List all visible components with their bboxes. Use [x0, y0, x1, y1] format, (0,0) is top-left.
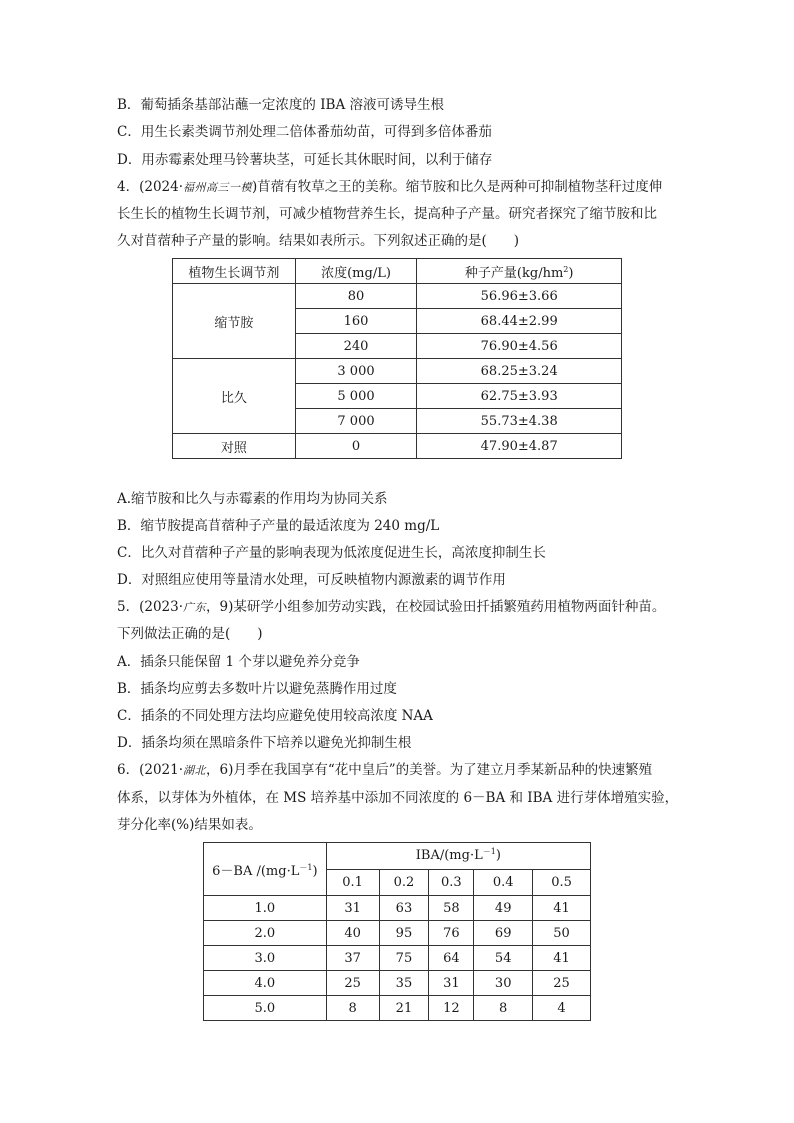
- q3-option-b: B．葡萄插条基部沾蘸一定浓度的 IBA 溶液可诱导生根: [117, 97, 445, 113]
- q5-option-c: C．插条的不同处理方法均应避免使用较高浓度 NAA: [117, 708, 433, 724]
- q5-option-a: A．插条只能保留 1 个芽以避免养分竞争: [117, 654, 360, 670]
- yield-cell: 76.90±4.56: [417, 334, 622, 359]
- q4-option-c: C．比久对苜蓿种子产量的影响表现为低浓度促进生长，高浓度抑制生长: [117, 545, 546, 561]
- table-row: [173, 284, 622, 309]
- q6-stem-line-3: 芽分化率(%)结果如表。: [117, 817, 262, 833]
- rate-cell: 50: [533, 921, 591, 946]
- q5-option-d: D．插条均须在黑暗条件下培养以避免光抑制生根: [117, 735, 412, 751]
- q6-stem-line-1: [117, 760, 652, 781]
- table-row: [204, 996, 591, 1021]
- iba-col-header: 0.4: [474, 869, 533, 896]
- rate-cell: 54: [474, 946, 533, 971]
- rate-cell: 37: [326, 946, 379, 971]
- q6-source: 湖北: [183, 764, 207, 777]
- rate-cell: 76: [429, 921, 474, 946]
- rate-cell: 58: [429, 896, 474, 921]
- yield-cell: 47.90±4.87: [417, 434, 622, 459]
- header-regulator: 植物生长调节剂: [173, 259, 296, 284]
- rate-cell: 75: [379, 946, 429, 971]
- q6-stem-line-2: 体系，以芽体为外植体，在 MS 培养基中添加不同浓度的 6－BA 和 IBA 进行芽体增殖实验，: [117, 790, 679, 806]
- rate-cell: 41: [533, 896, 591, 921]
- rate-cell: 25: [326, 971, 379, 996]
- rate-cell: 95: [379, 921, 429, 946]
- group-label: 比久: [173, 359, 296, 434]
- table-row: [204, 971, 591, 996]
- q4-option-d: D．对照组应使用等量清水处理，可反映植物内源激素的调节作用: [117, 572, 506, 588]
- q6-text: ，6)月季在我国享有“花中皇后”的美誉。为了建立月季某新品种的快速繁殖: [206, 762, 653, 778]
- yield-cell: 68.44±2.99: [417, 309, 622, 334]
- concentration-cell: 7 000: [295, 409, 417, 434]
- table-row: [204, 896, 591, 921]
- header-iba: IBA/$(mg\cdot L^{-1})$: [326, 843, 590, 870]
- rate-cell: 35: [379, 971, 429, 996]
- q5-source: 广东: [183, 601, 207, 614]
- ba-value: 2.0: [204, 921, 327, 946]
- q3-option-d: D．用赤霉素处理马铃薯块茎，可延长其休眠时间，以利于储存: [117, 152, 493, 168]
- rate-cell: 63: [379, 896, 429, 921]
- regulator-yield-table: [172, 258, 622, 459]
- rate-cell: 21: [379, 996, 429, 1021]
- ba-value: 5.0: [204, 996, 327, 1021]
- rate-cell: 8: [474, 996, 533, 1021]
- rate-cell: 8: [326, 996, 379, 1021]
- rate-cell: 64: [429, 946, 474, 971]
- header-6ba: 6－BA $/(mg\cdot L^{-1})$: [204, 843, 327, 896]
- yield-cell: 56.96±3.66: [417, 284, 622, 309]
- yield-cell: 68.25±3.24: [417, 359, 622, 384]
- group-label: 对照: [173, 434, 296, 459]
- group-label: 缩节胺: [173, 284, 296, 359]
- table-row: [204, 921, 591, 946]
- concentration-cell: 3 000: [295, 359, 417, 384]
- header-yield: 种子产量$(kg/hm^2)$: [417, 259, 622, 284]
- table-row: [173, 359, 622, 384]
- rate-cell: 25: [533, 971, 591, 996]
- rate-cell: 69: [474, 921, 533, 946]
- q4-option-a: A.缩节胺和比久与赤霉素的作用均为协同关系: [117, 491, 388, 507]
- rate-cell: 31: [429, 971, 474, 996]
- q4-stem-line-2: 长生长的植物生长调节剂，可减少植物营养生长，提高种子产量。研究者探究了缩节胺和比: [117, 206, 657, 222]
- table-row: [173, 434, 622, 459]
- iba-col-header: 0.5: [533, 869, 591, 896]
- concentration-cell: 0: [295, 434, 417, 459]
- iba-col-header: 0.3: [429, 869, 474, 896]
- q4-option-b: B．缩节胺提高苜蓿种子产量的最适浓度为 240 mg/L: [117, 518, 440, 534]
- rate-cell: 12: [429, 996, 474, 1021]
- table-row: [204, 946, 591, 971]
- rate-cell: 41: [533, 946, 591, 971]
- concentration-cell: 240: [295, 334, 417, 359]
- iba-col-header: 0.2: [379, 869, 429, 896]
- q3-option-c: C．用生长素类调节剂处理二倍体番茄幼苗，可得到多倍体番茄: [117, 124, 492, 140]
- table-header-row: [204, 843, 591, 870]
- q4-number: 4．(2024·: [117, 179, 184, 195]
- q5-text: ，9)某研学小组参加劳动实践，在校园试验田扦插繁殖药用植物两面针种苗。: [206, 599, 666, 615]
- q6-number: 6．(2021·: [117, 762, 184, 778]
- concentration-cell: 160: [295, 309, 417, 334]
- ba-value: 1.0: [204, 896, 327, 921]
- q5-stem-line-2: 下列做法正确的是( ): [117, 626, 263, 642]
- table-header-row: [173, 259, 622, 284]
- concentration-cell: 5 000: [295, 384, 417, 409]
- rate-cell: 49: [474, 896, 533, 921]
- bud-differentiation-table: [203, 842, 591, 1021]
- ba-value: 3.0: [204, 946, 327, 971]
- rate-cell: 30: [474, 971, 533, 996]
- q5-number: 5．(2023·: [117, 599, 184, 615]
- yield-cell: 62.75±3.93: [417, 384, 622, 409]
- q5-stem-line-1: [117, 597, 665, 618]
- q4-source: 福州高三一模: [183, 181, 253, 194]
- yield-cell: 55.73±4.38: [417, 409, 622, 434]
- q4-stem-line-3: 久对苜蓿种子产量的影响。结果如表所示。下列叙述正确的是( ): [117, 233, 520, 249]
- rate-cell: 31: [326, 896, 379, 921]
- rate-cell: 40: [326, 921, 379, 946]
- header-concentration: 浓度(mg/L): [295, 259, 417, 284]
- ba-value: 4.0: [204, 971, 327, 996]
- q4-stem-line-1: [117, 177, 662, 198]
- rate-cell: 4: [533, 996, 591, 1021]
- q5-option-b: B．插条均应剪去多数叶片以避免蒸腾作用过度: [117, 681, 397, 697]
- q4-text: )苜蓿有牧草之王的美称。缩节胺和比久是两种可抑制植物茎秆过度伸: [252, 179, 663, 195]
- iba-col-header: 0.1: [326, 869, 379, 896]
- concentration-cell: 80: [295, 284, 417, 309]
